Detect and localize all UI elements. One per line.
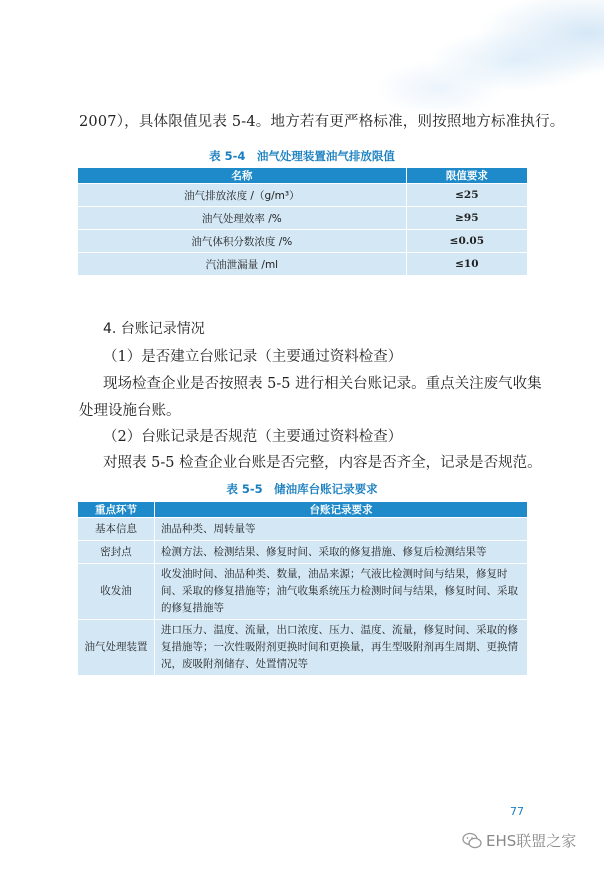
table-header-req: 台账记录要求 — [155, 502, 528, 518]
para-1-line-1: 现场检查企业是否按照表 5-5 进行相关台账记录。重点关注废气收集 — [103, 376, 542, 392]
para-1-line-2: 处理设施台账。 — [79, 403, 181, 419]
table-row — [78, 541, 528, 564]
intro-line: 2007），具体限值见表 5-4。地方若有更严格标准，则按照地方标准执行。 — [79, 114, 565, 130]
row-req: 进口压力、温度、流量，出口浓度、压力、温度、流量，修复时间、采取的修复措施等；一次性吸附剂更换时间和更换量，再生型吸附剂再生周期、更换情况，废吸附剂储存、处置情况等 — [155, 620, 528, 676]
row-key: 基本信息 — [78, 518, 155, 541]
table-header-limit: 限值要求 — [406, 168, 527, 184]
row-req: 检测方法、检测结果、修复时间、采取的修复措施、修复后检测结果等 — [155, 541, 528, 564]
table-5-5 — [77, 501, 528, 676]
item-1: （1）是否建立台账记录（主要通过资料检查） — [103, 349, 403, 365]
table-header-key: 重点环节 — [78, 502, 155, 518]
table-row — [78, 230, 528, 253]
wechat-icon — [462, 832, 482, 850]
table-5-4 — [77, 167, 528, 276]
watermark-text: EHS联盟之家 — [486, 832, 577, 850]
row-name: 汽油泄漏量 /ml — [78, 253, 407, 276]
para-2: 对照表 5-5 检查企业台账是否完整，内容是否齐全，记录是否规范。 — [103, 455, 542, 471]
table-row — [78, 253, 528, 276]
page-number: 77 — [510, 805, 524, 818]
watermark — [462, 830, 576, 851]
table-row — [78, 564, 528, 620]
row-key: 收发油 — [78, 564, 155, 620]
row-limit: ≤10 — [406, 253, 527, 276]
table-5-4-caption: 表 5-4 油气处理装置油气排放限值 — [209, 149, 395, 163]
row-limit: ≤0.05 — [406, 230, 527, 253]
table-row — [78, 184, 528, 207]
row-limit: ≥95 — [406, 207, 527, 230]
row-name: 油气体积分数浓度 /% — [78, 230, 407, 253]
row-key: 密封点 — [78, 541, 155, 564]
table-row — [78, 620, 528, 676]
cloud-header-decoration — [304, 0, 604, 110]
row-req: 油品种类、周转量等 — [155, 518, 528, 541]
section-4-heading: 4. 台账记录情况 — [103, 321, 205, 337]
row-limit: ≤25 — [406, 184, 527, 207]
table-row — [78, 207, 528, 230]
row-req: 收发油时间、油品种类、数量，油品来源；气液比检测时间与结果，修复时间、采取的修复措施等；油气收集系统压力检测时间与结果，修复时间、采取的修复措施等 — [155, 564, 528, 620]
table-row — [78, 518, 528, 541]
row-key: 油气处理装置 — [78, 620, 155, 676]
table-header-name: 名称 — [78, 168, 407, 184]
item-2: （2）台账记录是否规范（主要通过资料检查） — [103, 429, 403, 445]
table-5-5-caption: 表 5-5 储油库台账记录要求 — [226, 482, 378, 496]
row-name: 油气排放浓度 /（g/m³） — [78, 184, 407, 207]
row-name: 油气处理效率 /% — [78, 207, 407, 230]
